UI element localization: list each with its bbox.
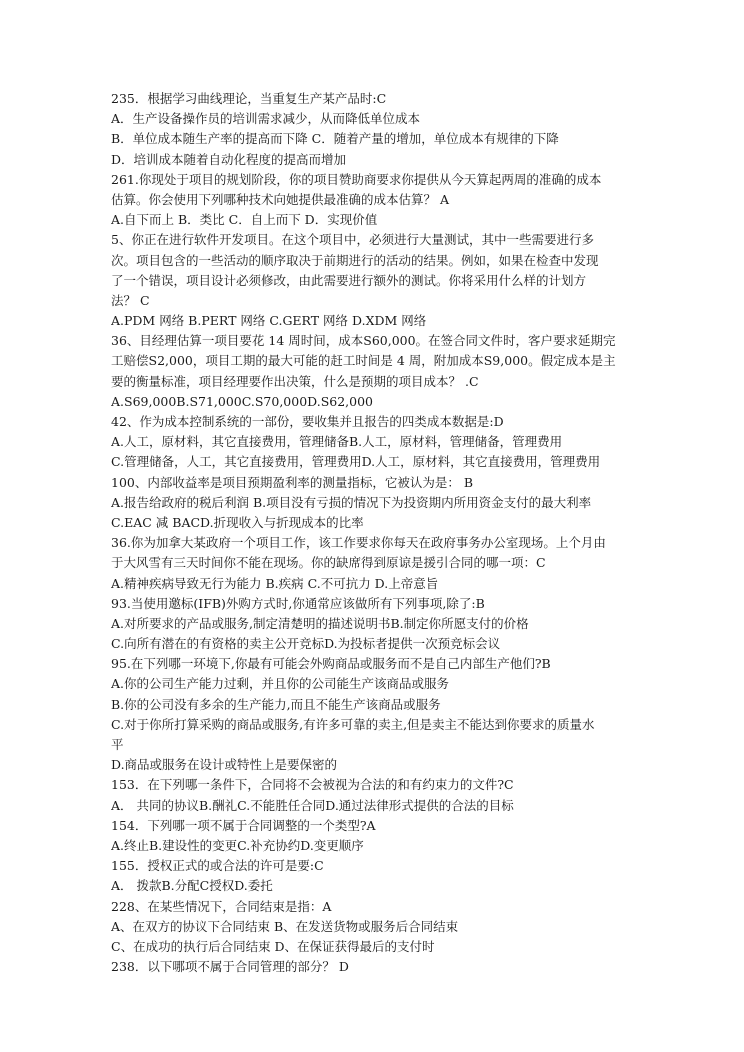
text-line: A.对所要求的产品或服务,制定清楚明的描述说明书B.制定你所愿支付的价格 (111, 615, 529, 631)
text-line: A．生产设备操作员的培训需求减少，从而降低单位成本 (111, 111, 421, 127)
text-line: A． 共同的协议B.酬礼C.不能胜任合同D.通过法律形式提供的合法的目标 (111, 797, 514, 813)
text-line: 100、内部收益率是项目预期盈利率的测量指标，它被认为是： B (111, 474, 474, 490)
text-line: A.自下而上 B．类比 C．自上而下 D．实现价值 (111, 212, 378, 228)
text-line: 法？ C (111, 292, 150, 308)
text-line: D．培训成本随着自动化程度的提高而增加 (111, 151, 347, 167)
text-line: 42、作为成本控制系统的一部份，要收集并且报告的四类成本数据是:D (111, 414, 504, 429)
text-line: 155．授权正式的或合法的许可是要:C (111, 858, 324, 874)
text-line: 于大风雪有三天时间你不能在现场。你的缺席得到原谅是援引合同的哪一项：C (111, 555, 546, 571)
text-line: 工赔偿S2,000，项目工期的最大可能的赶工时间是 4 周，附加成本S9,000。假定成本是主 (111, 353, 616, 369)
text-line: 153．在下列哪一条件下，合同将不会被视为合法的和有约束力的文件?C (111, 777, 514, 793)
text-line: A.PDM 网络 B.PERT 网络 C.GERT 网络 D.XDM 网络 (111, 313, 427, 329)
text-line: 5、你正在进行软件开发项目。在这个项目中，必须进行大量测试，其中一些需要进行多 (111, 232, 594, 248)
text-line: B．单位成本随生产率的提高而下降 C．随着产量的增加，单位成本有规律的下降 (111, 131, 559, 147)
text-line: C、在成功的执行后合同结束 D、在保证获得最后的支付时 (111, 938, 435, 954)
document-body (111, 89, 636, 977)
text-line: 235．根据学习曲线理论，当重复生产某产品时:C (111, 91, 387, 106)
text-line: C.对于你所打算采购的商品或服务,有许多可靠的卖主,但是卖主不能达到你要求的质量水 (111, 716, 595, 732)
text-line: 238．以下哪项不属于合同管理的部分？ D (111, 959, 349, 975)
text-line: A.报告给政府的税后利润 B.项目没有亏损的情况下为投资期内所用资金支付的最大利率 (111, 494, 592, 510)
text-line: C.EAC 减 BACD.折现收入与折现成本的比率 (111, 514, 364, 530)
text-line: C.管理储备，人工，其它直接费用，管理费用D.人工，原材料，其它直接费用，管理费用 (111, 454, 601, 470)
text-line: A.S69,000B.S71,000C.S70,000D.S62,000 (111, 393, 374, 409)
text-line: 36、目经理估算一项目要花 14 周时间，成本S60,000。在签合同文件时，客户要求延期完 (111, 333, 616, 349)
text-line: A． 拨款B.分配C授权D.委托 (111, 878, 273, 894)
text-line: 平 (111, 737, 124, 752)
text-line: A.你的公司生产能力过剩，并且你的公司能生产该商品或服务 (111, 676, 450, 692)
text-line: 次。项目包含的一些活动的顺序取决于前期进行的活动的结果。例如，如果在检查中发现 (111, 252, 599, 268)
text-line: 了一个错误，项目设计必须修改，由此需要进行额外的测试。你将采用什么样的计划方 (111, 272, 587, 288)
text-line: D.商品或服务在设计或特性上是要保密的 (111, 757, 338, 773)
text-line: 261.你现处于项目的规划阶段，你的项目赞助商要求你提供从今天算起两周的准确的成本 (111, 171, 602, 187)
text-line: A.精神疾病导致无行为能力 B.疾病 C.不可抗力 D.上帝意旨 (111, 575, 439, 591)
text-line: 要的衡量标准，项目经理要作出决策，什么是预期的项目成本？ .C (111, 373, 479, 389)
text-line: A.人工，原材料，其它直接费用，管理储备B.人工，原材料，管理储备，管理费用 (111, 434, 563, 450)
text-line: B.你的公司没有多余的生产能力,而且不能生产该商品或服务 (111, 696, 441, 712)
text-line: A.终止B.建设性的变更C.补充协约D.变更顺序 (111, 837, 364, 853)
text-line: 154．下列哪一项不属于合同调整的一个类型?A (111, 817, 376, 833)
text-line: C.向所有潜在的有资格的卖主公开竞标D.为投标者提供一次预竞标会议 (111, 636, 501, 652)
text-line: A、在双方的协议下合同结束 B、在发送货物或服务后合同结束 (111, 918, 459, 934)
text-line: 95.在下列哪一环境下,你最有可能会外购商品或服务而不是自己内部生产他们?B (111, 656, 551, 672)
text-line: 36.你为加拿大某政府一个项目工作，该工作要求你每天在政府事务办公室现场。上个月由 (111, 535, 606, 551)
text-line: 228、在某些情况下，合同结束是指：A (111, 898, 332, 914)
text-line: 估算。你会使用下列哪种技术向她提供最准确的成本估算？ A (111, 191, 450, 207)
text-line: 93.当使用邀标(IFB)外购方式时,你通常应该做所有下列事项,除了:B (111, 595, 485, 611)
